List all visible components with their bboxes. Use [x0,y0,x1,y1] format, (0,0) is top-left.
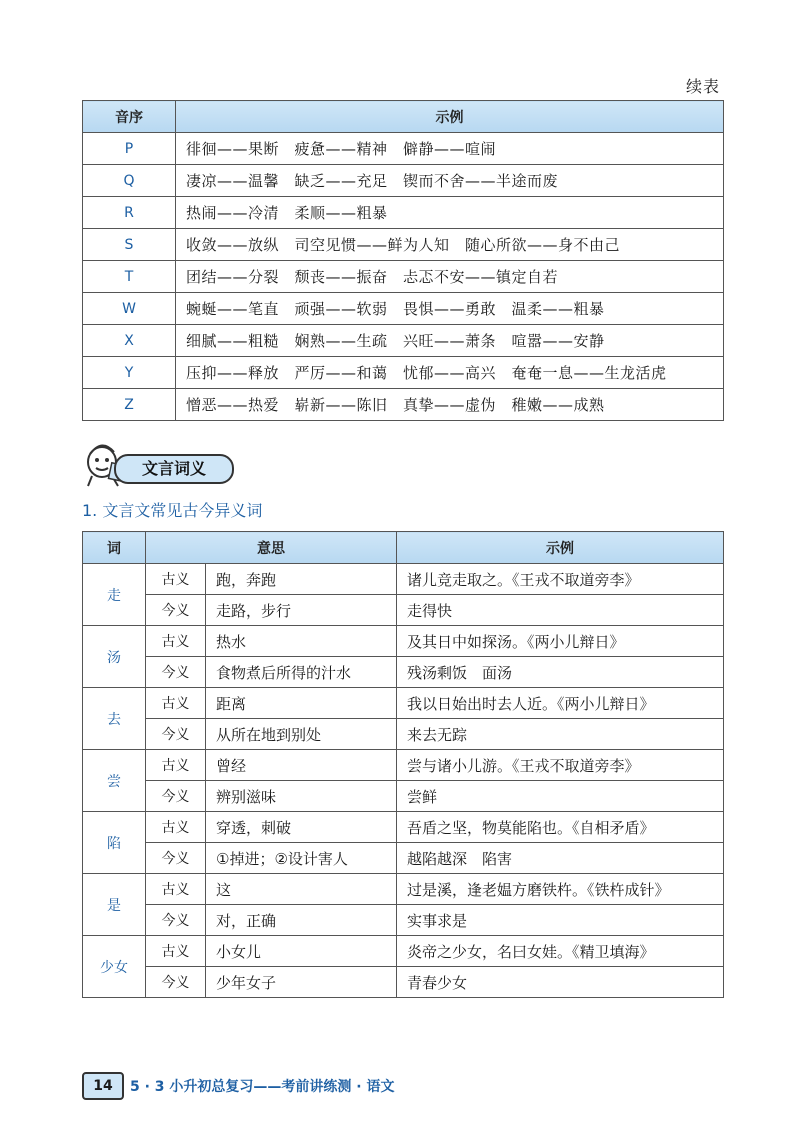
continued-label: 续表 [685,77,720,96]
examples-cell: 凄凉——温馨 缺乏——充足 锲而不舍——半途而废 [176,165,724,197]
table-row [83,874,724,905]
column-header-word: 词 [83,532,146,564]
modern-meaning-cell: 对，正确 [206,905,397,936]
letter-cell: Z [83,389,176,421]
ancient-meaning-cell: 距离 [206,688,397,719]
modern-meaning-cell: 辨别滋味 [206,781,397,812]
ancient-meaning-cell: 穿透，刺破 [206,812,397,843]
table-row [83,165,724,197]
letter-cell: P [83,133,176,165]
table-row [83,357,724,389]
antonym-table [82,100,724,421]
modern-example-cell: 越陷越深 陷害 [397,843,724,874]
table-header-row [83,101,724,133]
modern-label-cell: 今义 [146,719,206,750]
examples-cell: 团结——分裂 颓丧——振奋 忐忑不安——镇定自若 [176,261,724,293]
ancient-label-cell: 古义 [146,874,206,905]
examples-cell: 憎恶——热爱 崭新——陈旧 真挚——虚伪 稚嫩——成熟 [176,389,724,421]
ancient-label-cell: 古义 [146,936,206,967]
ancient-example-cell: 诸儿竞走取之。《王戎不取道旁李》 [397,564,724,595]
table-row [83,229,724,261]
table-row [83,564,724,595]
examples-cell: 徘徊——果断 疲惫——精神 僻静——喧闹 [176,133,724,165]
modern-example-cell: 走得快 [397,595,724,626]
ancient-label-cell: 古义 [146,626,206,657]
page-number: 14 [82,1072,124,1100]
modern-example-cell: 尝鲜 [397,781,724,812]
modern-label-cell: 今义 [146,595,206,626]
modern-example-cell: 青春少女 [397,967,724,998]
table-row [83,197,724,229]
table-row [83,133,724,165]
table-row [83,905,724,936]
word-cell: 陷 [83,812,146,874]
table-row [83,325,724,357]
table-row [83,261,724,293]
modern-meaning-cell: 走路，步行 [206,595,397,626]
word-cell: 是 [83,874,146,936]
letter-cell: Q [83,165,176,197]
modern-example-cell: 来去无踪 [397,719,724,750]
examples-cell: 蜿蜒——笔直 顽强——软弱 畏惧——勇敢 温柔——粗暴 [176,293,724,325]
ancient-example-cell: 尝与诸小儿游。《王戎不取道旁李》 [397,750,724,781]
examples-cell: 热闹——冷清 柔顺——粗暴 [176,197,724,229]
word-cell: 去 [83,688,146,750]
ancient-meaning-cell: 曾经 [206,750,397,781]
section-title: 文言词义 [114,454,234,484]
ancient-label-cell: 古义 [146,750,206,781]
table-row [83,967,724,998]
ancient-meaning-cell: 这 [206,874,397,905]
examples-cell: 细腻——粗糙 娴熟——生疏 兴旺——萧条 喧嚣——安静 [176,325,724,357]
modern-label-cell: 今义 [146,781,206,812]
ancient-example-cell: 及其日中如探汤。《两小儿辩日》 [397,626,724,657]
ancient-meaning-cell: 跑，奔跑 [206,564,397,595]
letter-cell: Y [83,357,176,389]
column-header-letter: 音序 [83,101,176,133]
modern-label-cell: 今义 [146,843,206,874]
word-cell: 少女 [83,936,146,998]
table-row [83,657,724,688]
section-heading [82,440,262,488]
table-row [83,750,724,781]
table-row [83,389,724,421]
ancient-label-cell: 古义 [146,812,206,843]
modern-label-cell: 今义 [146,967,206,998]
examples-cell: 收敛——放纵 司空见惯——鲜为人知 随心所欲——身不由己 [176,229,724,261]
table-header-row [83,532,724,564]
modern-meaning-cell: 食物煮后所得的汁水 [206,657,397,688]
ancient-meaning-cell: 热水 [206,626,397,657]
table-row [83,812,724,843]
ancient-label-cell: 古义 [146,564,206,595]
modern-label-cell: 今义 [146,657,206,688]
ancient-label-cell: 古义 [146,688,206,719]
column-header-meaning: 意思 [146,532,397,564]
page-footer [82,1068,442,1102]
letter-cell: T [83,261,176,293]
table-row [83,781,724,812]
ancient-example-cell: 我以日始出时去人近。《两小儿辩日》 [397,688,724,719]
ancient-example-cell: 吾盾之坚，物莫能陷也。《自相矛盾》 [397,812,724,843]
modern-example-cell: 实事求是 [397,905,724,936]
ancient-meaning-cell: 小女儿 [206,936,397,967]
modern-label-cell: 今义 [146,905,206,936]
ancient-example-cell: 过是溪，逢老媪方磨铁杵。《铁杵成针》 [397,874,724,905]
column-header-example: 示例 [397,532,724,564]
letter-cell: R [83,197,176,229]
word-cell: 走 [83,564,146,626]
modern-example-cell: 残汤剩饭 面汤 [397,657,724,688]
table-row [83,843,724,874]
table-row [83,936,724,967]
letter-cell: X [83,325,176,357]
word-cell: 尝 [83,750,146,812]
modern-meaning-cell: ①掉进；②设计害人 [206,843,397,874]
column-header-examples: 示例 [176,101,724,133]
letter-cell: W [83,293,176,325]
modern-meaning-cell: 从所在地到别处 [206,719,397,750]
ancient-modern-meaning-table [82,531,724,998]
table-row [83,688,724,719]
table-row [83,595,724,626]
word-cell: 汤 [83,626,146,688]
table-row [83,719,724,750]
ancient-example-cell: 炎帝之少女，名曰女娃。《精卫填海》 [397,936,724,967]
table-row [83,626,724,657]
subsection-title: 1. 文言文常见古今异义词 [82,501,263,520]
modern-meaning-cell: 少年女子 [206,967,397,998]
book-title: 5 · 3 小升初总复习——考前讲练测 · 语文 [130,1079,395,1095]
table-row [83,293,724,325]
examples-cell: 压抑——释放 严厉——和蔼 忧郁——高兴 奄奄一息——生龙活虎 [176,357,724,389]
letter-cell: S [83,229,176,261]
